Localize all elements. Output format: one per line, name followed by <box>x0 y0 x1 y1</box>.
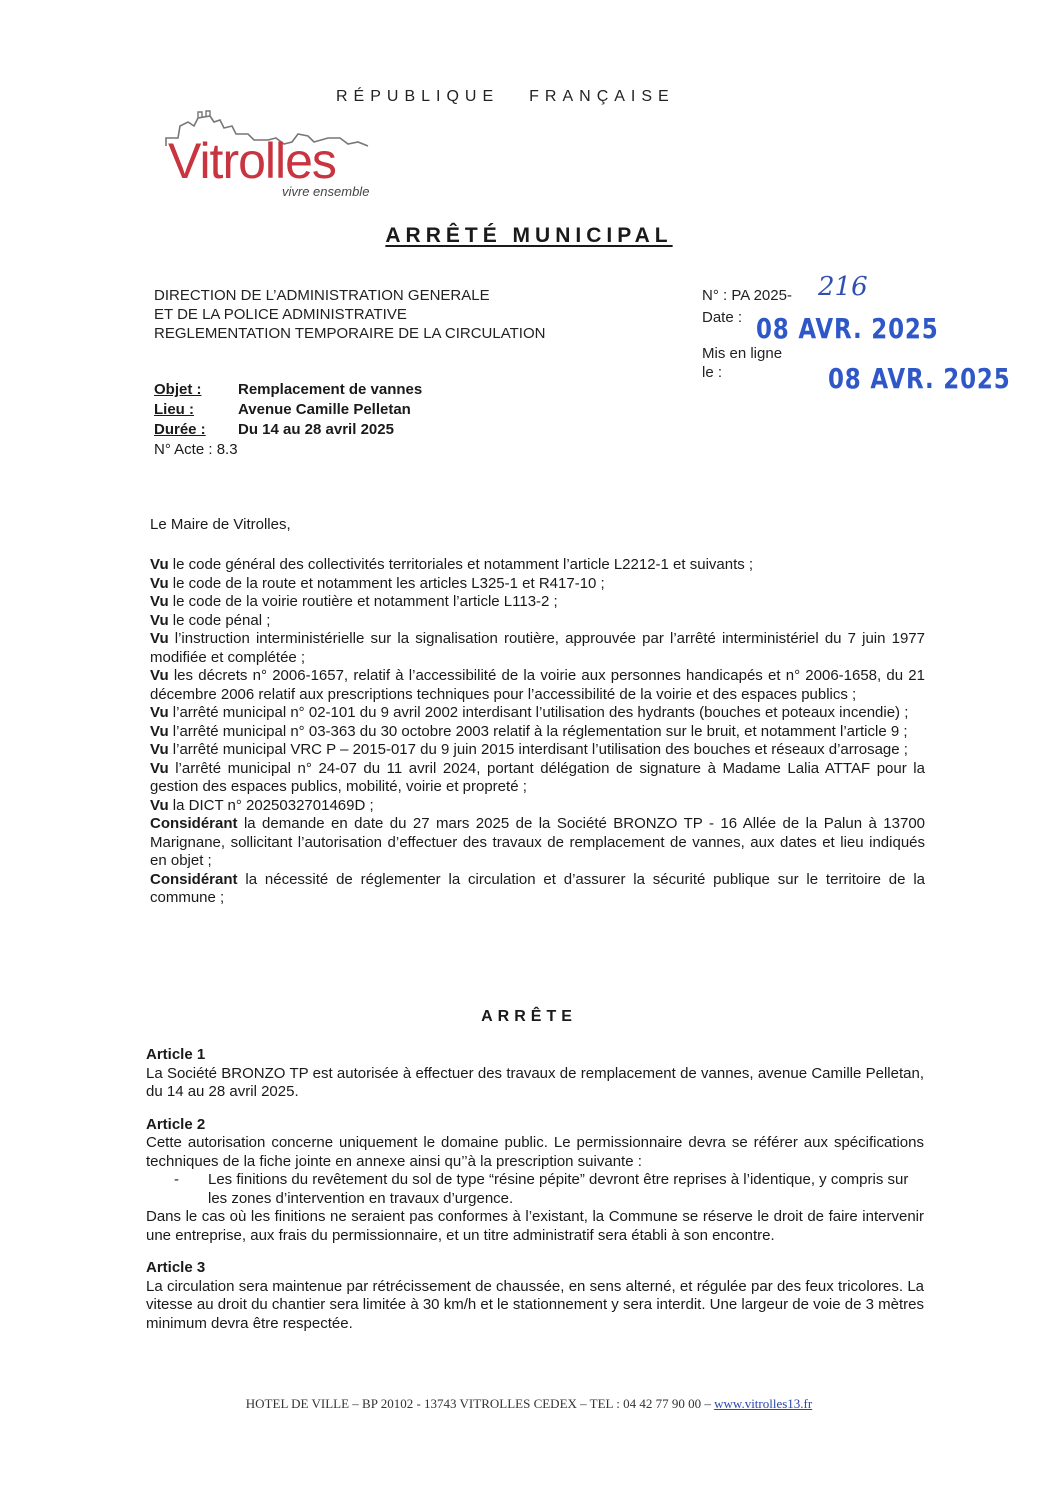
direction-line-2: ET DE LA POLICE ADMINISTRATIVE <box>154 306 407 323</box>
article-2-bullet: - Les finitions du revêtement du sol de type “résine pépite” devront être reprises à l’identique, y compris sur les zones d’intervention en travaux d’urgence. <box>146 1171 924 1208</box>
article-2-title: Article 2 <box>146 1115 206 1133</box>
article-2-body: Cette autorisation concerne uniquement le domaine public. Le permissionnaire devra se référer aux spécifications techniques de la fiche jointe en annexe ainsi qu’’à la prescription suivante : <box>146 1134 924 1170</box>
considerant-item: Vu l’arrêté municipal n° 03-363 du 30 octobre 2003 relatif à la réglementation sur le bruit, et notamment l’article 9 ; <box>150 722 908 740</box>
objet-block <box>154 380 422 460</box>
vitrolles-logo <box>158 108 408 200</box>
date-label: Date : <box>702 309 743 326</box>
considerant-item: Vu la DICT n° 2025032701469D ; <box>150 796 374 814</box>
considerant-item: Vu l’instruction interministérielle sur la signalisation routière, approuvée par l’arrêté interministériel du 7 juin 1977 modifiée et complétée ; <box>150 630 925 666</box>
online-label: Mis en ligne le : <box>702 345 783 381</box>
article-1-title: Article 1 <box>146 1046 206 1063</box>
republique-word: RÉPUBLIQUE <box>336 88 500 105</box>
website-link[interactable]: www.vitrolles13.fr <box>714 1396 813 1411</box>
reference-number: N° : PA 2025- 216 <box>702 272 868 304</box>
considerant-item: Vu le code général des collectivités territoriales et notamment l’article L2212-1 et suivants ; <box>150 556 754 573</box>
duree-row: Durée : Du 14 au 28 avril 2025 <box>154 421 394 438</box>
direction-block <box>154 286 545 343</box>
maire-salutation: Le Maire de Vitrolles, <box>150 516 291 533</box>
considerant-item: Vu les décrets n° 2006-1657, relatif à l’accessibilité de la voirie aux personnes handicapés et n° 2006-1658, du 21 décembre 2006 relatif aux prescriptions techniques pour l’accessibilité de la voirie et des espaces publics ; <box>150 667 925 703</box>
footer-text: HOTEL DE VILLE – BP 20102 - 13743 VITROLLES CEDEX – TEL : 04 42 77 90 00 – <box>245 1396 715 1411</box>
arrete-heading: ARRÊTE <box>481 1008 577 1025</box>
logo-tagline: vivre ensemble <box>282 184 370 199</box>
article-3-title: Article 3 <box>146 1259 206 1276</box>
francaise-word: FRANÇAISE <box>529 88 675 105</box>
document-title: ARRÊTÉ MUNICIPAL <box>385 224 673 247</box>
articles-section <box>146 1046 924 1347</box>
considerant-item: Vu l’arrêté municipal n° 24-07 du 11 avril 2024, portant délégation de signature à Madame Lalia ATTAF pour la gestion des espaces publics, mobilité, voirie et propreté ; <box>150 759 925 795</box>
considerant-item: Considérant la demande en date du 27 mars 2025 de la Société BRONZO TP - 16 Allée de la Palun à 13700 Marignane, sollicitant l’autorisation d’effectuer des travaux de remplacement de vannes, aux dates et lieu indiqués en objet ; <box>150 815 925 869</box>
direction-line-3: REGLEMENTATION TEMPORAIRE DE LA CIRCULATION <box>154 325 546 342</box>
republique-francaise-header <box>336 88 675 106</box>
handwritten-number: 216 <box>818 272 868 302</box>
considerant-item: Vu le code de la voirie routière et notamment l’article L113-2 ; <box>150 593 558 610</box>
considerant-item: Vu le code pénal ; <box>150 611 271 629</box>
considerants-list <box>150 556 925 908</box>
article-1-body: La Société BRONZO TP est autorisée à effectuer des travaux de remplacement de vannes, avenue Camille Pelletan, du 14 au 28 avril 2025. <box>146 1064 924 1100</box>
considerant-item: Vu le code de la route et notamment les articles L325-1 et R417-10 ; <box>150 574 605 592</box>
considerant-item: Considérant la nécessité de réglementer la circulation et d’assurer la sécurité publique sur le territoire de la commune ; <box>150 870 925 906</box>
date-stamp: 08 AVR. 2025 <box>756 312 939 345</box>
logo-wordmark: Vitrolles <box>168 133 336 189</box>
direction-line-1: DIRECTION DE L’ADMINISTRATION GENERALE <box>154 287 490 304</box>
article-2-list <box>146 1171 924 1208</box>
online-date-stamp: 08 AVR. 2025 <box>828 362 1011 395</box>
footer-address <box>0 1396 1058 1412</box>
considerant-item: Vu l’arrêté municipal n° 02-101 du 9 avril 2002 interdisant l’utilisation des hydrants (bouches et poteaux incendie) ; <box>150 704 909 721</box>
acte-number: N° Acte : 8.3 <box>154 441 238 458</box>
lieu-row: Lieu : Avenue Camille Pelletan <box>154 401 411 418</box>
considerant-item: Vu l’arrêté municipal VRC P – 2015-017 du 9 juin 2015 interdisant l’utilisation des bouches et réseaux d’arrosage ; <box>150 741 908 758</box>
article-3-body: La circulation sera maintenue par rétrécissement de chaussée, en sens alterné, et régulée par des feux tricolores. La vitesse au droit du chantier sera limitée à 30 km/h et le stationnement y sera interdit. Une largeur de voie de 3 mètres minimum devra être respectée. <box>146 1277 924 1332</box>
article-2-body-2: Dans le cas où les finitions ne seraient pas conformes à l’existant, la Commune se réserve le droit de faire intervenir une entreprise, aux frais du permissionnaire, et un titre administratif sera établi à son encontre. <box>146 1208 924 1244</box>
objet-row: Objet : Remplacement de vannes <box>154 381 423 398</box>
